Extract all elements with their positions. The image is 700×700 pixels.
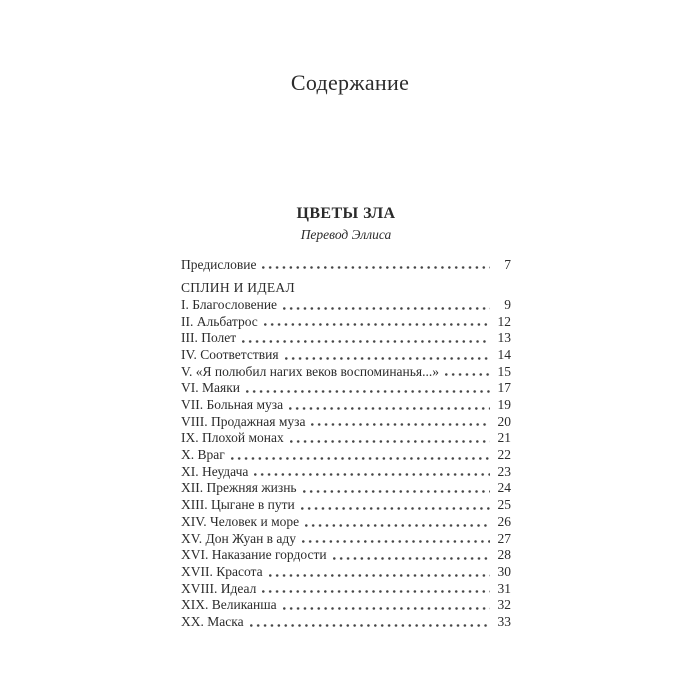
toc-row [181,497,511,514]
dot-leader [445,373,490,376]
dot-leader [246,390,490,393]
toc-row [181,397,511,414]
toc-row [181,597,511,614]
dot-leader [231,457,490,460]
dot-leader [254,473,490,476]
toc-entry-page: 31 [497,580,511,596]
dot-leader [283,307,490,310]
toc-row [181,314,511,331]
toc-entry-page: 17 [497,380,511,396]
toc-row [181,297,511,314]
toc-entry-label: X. Враг [181,447,225,463]
toc-entry-page: 7 [504,256,511,272]
toc-entry-page: 19 [497,397,511,412]
toc-entry-label: I. Благословение [181,296,278,312]
toc-entries [181,297,511,631]
toc-entry-page: 21 [497,430,511,446]
toc-row [181,531,511,548]
toc-entry-label: VIII. Продажная муза [181,413,306,429]
toc-entry-page: 27 [497,530,511,546]
table-of-contents [181,206,511,631]
toc-entry-page: 32 [497,597,511,613]
dot-leader [242,340,490,343]
toc-entry-label: Предисловие [181,256,257,272]
dot-leader [302,540,490,543]
dot-leader [262,590,490,593]
translator-note: Перевод Эллиса [300,227,392,242]
toc-section-heading: СПЛИН И ИДЕАЛ [181,280,295,296]
toc-entry-page: 24 [497,480,511,496]
toc-entry-label: XIX. Великанша [181,597,277,613]
toc-row [181,364,511,381]
toc-entry-label: XVI. Наказание гордости [181,547,327,563]
toc-entry-label: XVIII. Идеал [181,580,257,596]
toc-entry-label: XI. Неудача [181,463,249,479]
toc-entry-page: 13 [497,330,511,346]
dot-leader [269,574,490,577]
dot-leader [333,557,490,560]
toc-entry-label: II. Альбатрос [181,313,258,329]
page-title: Содержание [290,70,410,95]
toc-row [181,614,511,631]
book-section-title: ЦВЕТЫ ЗЛА [296,205,396,222]
toc-row-preface [181,257,511,274]
toc-entry-page: 9 [504,296,511,312]
toc-entry-label: VI. Маяки [181,380,240,396]
toc-row [181,564,511,581]
dot-leader [305,524,490,527]
toc-row [181,380,511,397]
dot-leader [290,440,490,443]
toc-row [181,514,511,531]
toc-entry-label: XIV. Человек и море [181,513,300,529]
toc-entry-label: XX. Маска [181,613,244,629]
dot-leader [311,423,490,426]
dot-leader [264,323,490,326]
dot-leader [303,490,490,493]
toc-entry-page: 14 [497,346,511,362]
toc-entry-label: XII. Прежняя жизнь [181,480,297,496]
toc-row [181,414,511,431]
toc-entry-page: 25 [497,497,511,513]
toc-entry-label: IX. Плохой монах [181,430,284,446]
toc-entry-page: 30 [497,563,511,579]
dot-leader [285,357,490,360]
toc-row [181,447,511,464]
toc-entry-page: 26 [497,513,511,529]
dot-leader [250,624,490,627]
toc-entry-label: IV. Соответствия [181,346,279,362]
toc-row [181,330,511,347]
toc-entry-page: 22 [497,447,511,463]
toc-row [181,430,511,447]
dot-leader [289,407,490,410]
toc-entry-page: 28 [497,547,511,563]
toc-entry-label: VII. Больная муза [181,397,284,412]
toc-entry-page: 15 [497,363,511,379]
dot-leader [262,266,490,269]
toc-entry-label: III. Полет [181,330,237,346]
dot-leader [283,607,490,610]
toc-entry-label: XV. Дон Жуан в аду [181,530,297,546]
toc-entry-page: 12 [497,313,511,329]
toc-row [181,581,511,598]
toc-row [181,347,511,364]
toc-entry-label: V. «Я полюбил нагих веков воспоминанья...» [181,363,440,379]
toc-entry-label: XVII. Красота [181,563,263,579]
dot-leader [301,507,490,510]
toc-row [181,480,511,497]
toc-entry-page: 33 [497,613,511,629]
toc-entry-page: 23 [497,463,511,479]
toc-entry-label: XIII. Цыгане в пути [181,497,295,513]
toc-entry-page: 20 [497,413,511,429]
toc-row [181,547,511,564]
toc-row [181,464,511,481]
